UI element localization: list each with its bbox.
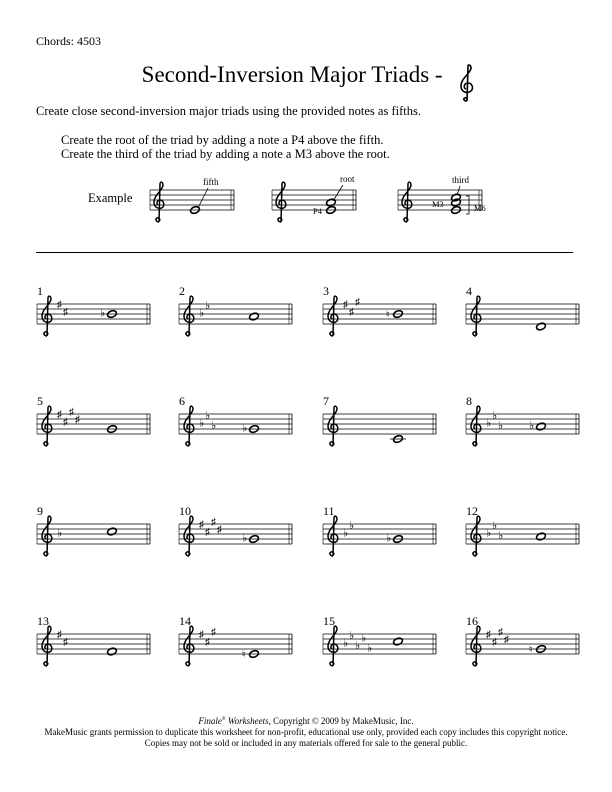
treble-clef-icon [42, 516, 52, 556]
flat-icon: ♭ [492, 520, 498, 532]
sharp-icon: ♯ [349, 307, 354, 318]
exercise-12 [466, 504, 579, 556]
treble-clef-icon [42, 406, 52, 446]
flat-icon: ♭ [529, 420, 535, 432]
flat-icon: ♭ [199, 307, 205, 320]
treble-clef-icon [276, 182, 286, 222]
sharp-icon: ♯ [205, 527, 210, 538]
flat-icon: ♭ [361, 632, 367, 645]
example-staff-1 [150, 182, 234, 222]
treble-clef-icon [42, 626, 52, 666]
exercise-number: 7 [323, 394, 329, 408]
example-label: Example [88, 191, 133, 205]
treble-clef-icon [471, 626, 481, 666]
exercise-number: 3 [323, 284, 329, 298]
page-title [0, 62, 612, 88]
treble-clef-icon [184, 516, 194, 556]
treble-clef-icon [328, 406, 338, 446]
sharp-icon: ♯ [57, 409, 62, 421]
flat-icon: ♭ [349, 520, 355, 532]
exercise-14 [179, 614, 292, 666]
flat-icon: ♭ [211, 420, 217, 432]
sharp-icon: ♯ [199, 629, 204, 641]
exercise-number: 12 [466, 504, 478, 518]
flat-icon: ♭ [355, 640, 361, 652]
exercise-number: 8 [466, 394, 472, 408]
example-staff-2 [272, 182, 356, 222]
sharp-icon: ♯ [486, 629, 491, 641]
instruction-step1: Create the root of the triad by adding a note a P4 above the fifth. [61, 133, 384, 147]
whole-note [326, 198, 337, 207]
flat-icon: ♭ [498, 420, 504, 432]
exercise-3 [323, 284, 436, 336]
exercise-grid [0, 270, 612, 690]
flat-icon: ♭ [242, 422, 248, 435]
treble-clef-icon [328, 626, 338, 666]
exercise-10 [179, 504, 292, 556]
exercise-2 [179, 284, 292, 336]
sharp-icon: ♯ [205, 637, 210, 648]
natural-icon: ♮ [242, 649, 246, 661]
exercise-4 [466, 284, 579, 336]
exercise-1 [37, 284, 150, 336]
flat-icon: ♭ [486, 527, 492, 540]
exercise-6 [179, 394, 292, 446]
exercise-13 [37, 614, 150, 666]
flat-icon: ♭ [498, 530, 504, 542]
sharp-icon: ♯ [504, 634, 509, 646]
natural-icon: ♮ [529, 644, 533, 656]
flat-icon: ♭ [205, 300, 211, 312]
exercise-8 [466, 394, 579, 446]
sharp-icon: ♯ [498, 627, 503, 638]
flat-icon: ♭ [57, 527, 63, 540]
exercise-16 [466, 614, 579, 666]
exercise-number: 15 [323, 614, 335, 628]
copyright-footer [0, 714, 612, 749]
treble-clef-icon [471, 296, 481, 336]
sharp-icon: ♯ [211, 627, 216, 638]
label-root: root [340, 174, 355, 184]
sharp-icon: ♯ [57, 299, 62, 311]
flat-icon: ♭ [492, 410, 498, 422]
flat-icon: ♭ [349, 630, 355, 642]
whole-note [107, 527, 118, 536]
flat-icon: ♭ [367, 642, 373, 655]
flat-icon: ♭ [386, 532, 392, 545]
exercise-number: 9 [37, 504, 43, 518]
label-p4: P4 [313, 206, 322, 216]
flat-icon: ♭ [242, 532, 248, 545]
whole-note [536, 322, 547, 331]
exercise-number: 4 [466, 284, 472, 298]
treble-clef-icon [184, 626, 194, 666]
treble-clef-icon [184, 406, 194, 446]
exercise-number: 14 [179, 614, 191, 628]
sharp-icon: ♯ [211, 517, 216, 528]
exercise-number: 16 [466, 614, 478, 628]
whole-note [536, 532, 547, 541]
treble-clef-icon [456, 64, 478, 104]
label-m3: M3 [432, 199, 444, 209]
treble-clef-icon [154, 182, 164, 222]
whole-note [536, 422, 547, 431]
exercise-number: 1 [37, 284, 43, 298]
exercise-number: 2 [179, 284, 185, 298]
label-fifth: fifth [203, 177, 219, 187]
label-m6: M6 [474, 203, 486, 213]
treble-clef-icon [471, 516, 481, 556]
treble-clef-icon [328, 296, 338, 336]
sharp-icon: ♯ [492, 637, 497, 648]
flat-icon: ♭ [100, 307, 106, 320]
sharp-icon: ♯ [63, 637, 68, 648]
whole-note [249, 312, 260, 321]
exercise-5 [37, 394, 150, 446]
sharp-icon: ♯ [199, 519, 204, 531]
worksheet-id: Chords: 4503 [36, 34, 102, 48]
treble-clef-icon [42, 296, 52, 336]
natural-icon: ♮ [386, 309, 390, 321]
example-staves [0, 170, 612, 230]
instruction-main: Create close second-inversion major triads using the provided notes as fifths. [36, 104, 421, 118]
sharp-icon: ♯ [343, 299, 348, 311]
flat-icon: ♭ [486, 417, 492, 430]
flat-icon: ♭ [343, 527, 349, 540]
instruction-step2: Create the third of the triad by adding a note a M3 above the root. [61, 147, 390, 161]
exercise-number: 5 [37, 394, 43, 408]
sharp-icon: ♯ [217, 524, 222, 536]
flat-icon: ♭ [199, 417, 205, 430]
sharp-icon: ♯ [69, 407, 74, 418]
exercise-15 [323, 614, 436, 666]
divider [36, 252, 573, 253]
exercise-11 [323, 504, 436, 556]
label-third: third [452, 175, 469, 185]
flat-icon: ♭ [205, 410, 211, 422]
exercise-number: 11 [323, 504, 335, 518]
sharp-icon: ♯ [355, 297, 360, 308]
sharp-icon: ♯ [57, 629, 62, 641]
sharp-icon: ♯ [63, 307, 68, 318]
treble-clef-icon [184, 296, 194, 336]
exercise-7 [323, 394, 436, 446]
whole-note [107, 647, 118, 656]
title-text: Second-Inversion Major Triads - [141, 62, 443, 87]
footer-line-3: Copies may not be sold or included in any materials offered for sale to the general public. [144, 738, 468, 748]
treble-clef-icon [402, 182, 412, 222]
sharp-icon: ♯ [75, 414, 80, 426]
exercise-number: 6 [179, 394, 185, 408]
footer-line-2: MakeMusic grants permission to duplicate this worksheet for non-profit, educational use only, provided each copy includes this copyright notice. [44, 727, 568, 737]
exercise-9 [37, 504, 150, 556]
sharp-icon: ♯ [63, 417, 68, 428]
treble-clef-icon [328, 516, 338, 556]
exercise-number: 13 [37, 614, 49, 628]
treble-clef-icon [471, 406, 481, 446]
exercise-number: 10 [179, 504, 191, 518]
footer-line-1: Finale® Worksheets, Copyright © 2009 by MakeMusic, Inc. [198, 716, 414, 726]
flat-icon: ♭ [343, 637, 349, 650]
whole-note [393, 637, 404, 646]
